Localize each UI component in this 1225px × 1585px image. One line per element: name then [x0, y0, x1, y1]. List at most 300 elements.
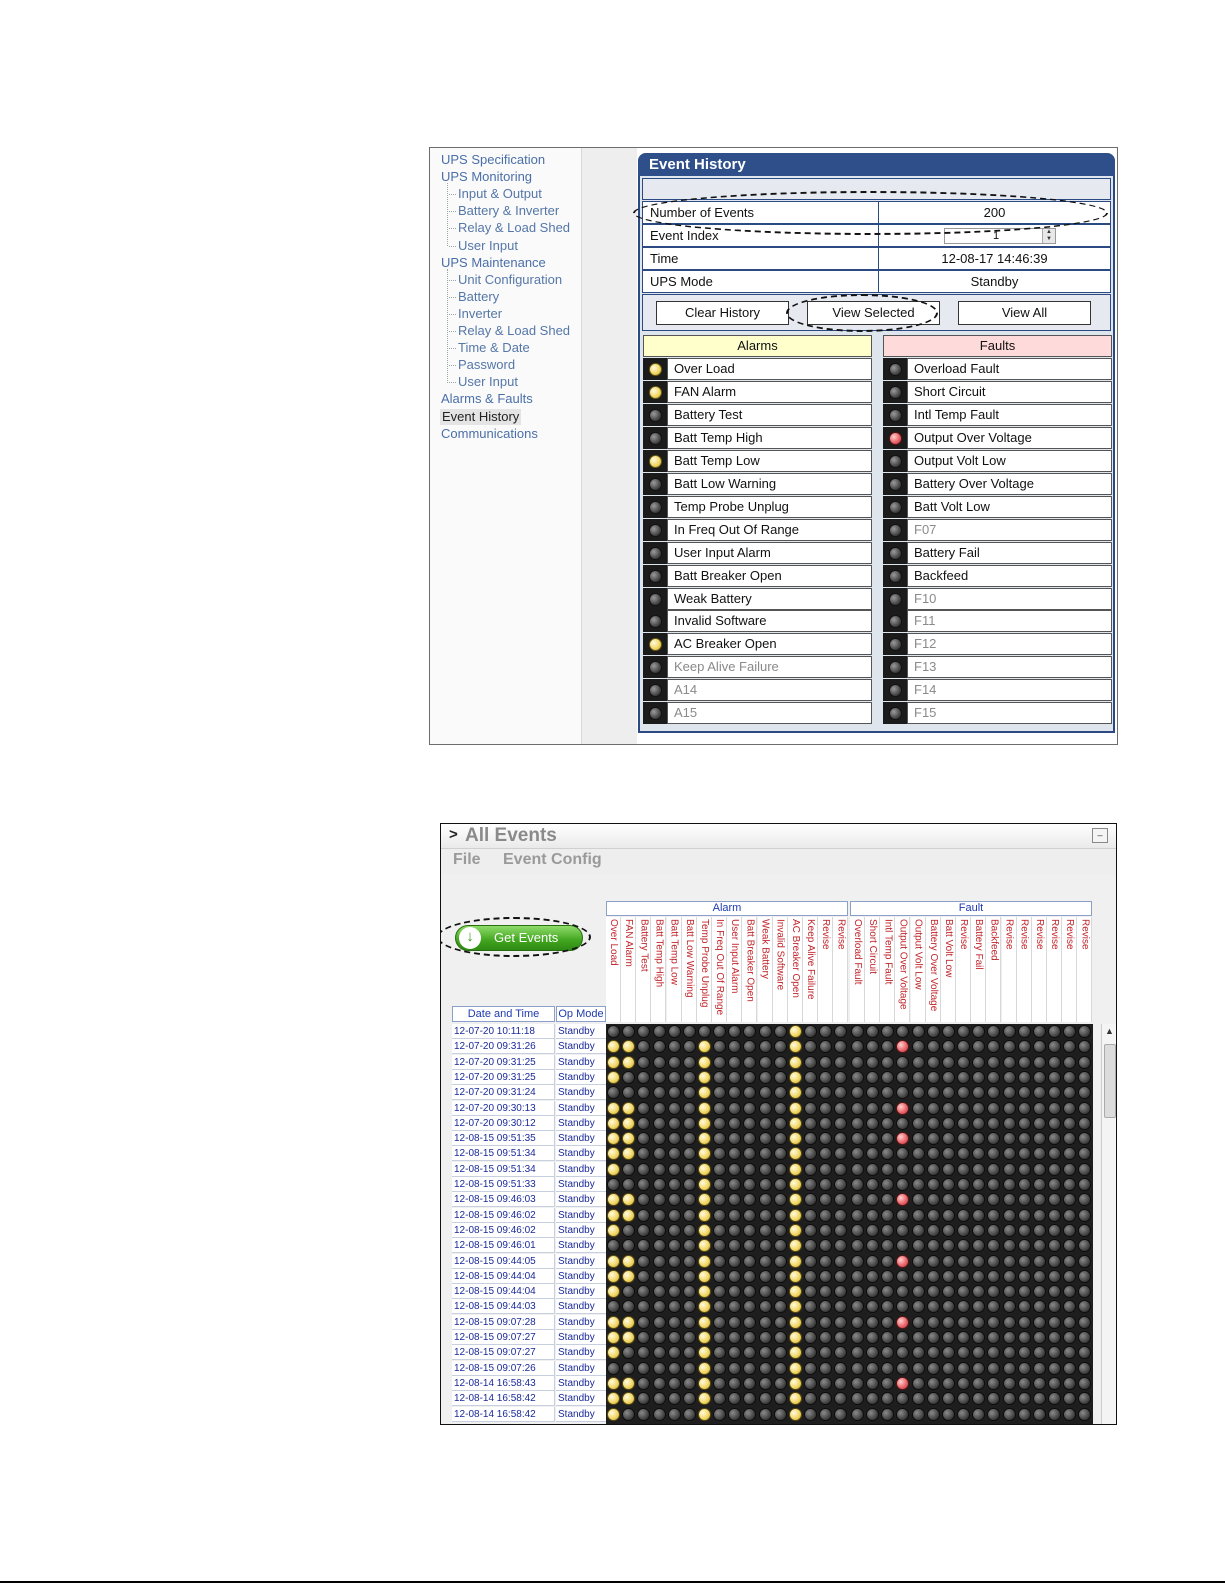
event-datetime: 12-08-15 09:44:05 — [452, 1254, 555, 1269]
event-op-mode: Standby — [556, 1177, 606, 1192]
led-cell — [883, 381, 907, 403]
column-header-alarm — [712, 917, 727, 1022]
status-led-icon — [889, 593, 902, 606]
table-row[interactable] — [452, 1055, 1092, 1070]
event-op-mode: Standby — [556, 1208, 606, 1223]
event-op-mode: Standby — [556, 1330, 606, 1345]
status-led-icon — [649, 593, 662, 606]
event-op-mode: Standby — [556, 1101, 606, 1116]
table-row[interactable] — [452, 1131, 1092, 1146]
column-header-label: Backfeed — [988, 919, 1000, 961]
column-header-label: Output Volt Low — [912, 919, 924, 990]
status-label: Batt Breaker Open — [667, 565, 872, 587]
sidebar-item-time-date[interactable]: Time & Date — [458, 340, 530, 356]
table-row[interactable] — [452, 1024, 1092, 1039]
led-cell — [883, 565, 907, 587]
status-row — [883, 358, 1112, 380]
fault-group-header: Fault — [850, 901, 1092, 916]
event-op-mode: Standby — [556, 1039, 606, 1054]
column-header-fault — [895, 917, 910, 1022]
window-titlebar — [441, 824, 1116, 849]
status-row — [883, 633, 1112, 655]
sidebar-item-event-history[interactable]: Event History — [442, 408, 520, 424]
sidebar-item-password[interactable]: Password — [458, 357, 516, 373]
status-label: Battery Fail — [907, 542, 1112, 564]
event-datetime: 12-08-14 16:58:43 — [452, 1376, 555, 1391]
menu-event-config[interactable]: Event Config — [503, 851, 602, 868]
status-row — [883, 542, 1112, 564]
table-row[interactable] — [452, 1039, 1092, 1054]
column-header-label: Revise — [958, 919, 969, 950]
column-header-alarm — [697, 917, 712, 1022]
column-header-alarm — [636, 917, 651, 1022]
number-of-events-value: 200 — [878, 202, 1110, 223]
sidebar-item-communications[interactable]: Communications — [441, 425, 538, 441]
status-label: Batt Volt Low — [907, 496, 1112, 518]
highlight-ellipse-get-events — [440, 917, 591, 957]
status-led-icon — [889, 501, 902, 514]
led-cell — [643, 496, 667, 518]
led-cell — [883, 656, 907, 678]
status-label: F14 — [907, 679, 1112, 701]
column-header-alarm — [606, 917, 621, 1022]
all-events-window — [440, 823, 1117, 1425]
status-row — [643, 633, 872, 655]
status-label: Battery Over Voltage — [907, 473, 1112, 495]
column-header-label: Batt Volt Low — [942, 919, 954, 978]
status-led-icon — [889, 386, 902, 399]
status-led-icon — [889, 684, 902, 697]
table-row[interactable] — [452, 1407, 1092, 1422]
led-cell — [643, 450, 667, 472]
column-header-label: Temp Probe Unplug — [698, 919, 710, 1008]
column-header-fault — [1077, 917, 1092, 1022]
status-led-icon — [649, 363, 662, 376]
status-label: Keep Alive Failure — [667, 656, 872, 678]
table-row[interactable] — [452, 1330, 1092, 1345]
page-bottom-rule — [0, 1581, 1225, 1583]
status-row — [883, 565, 1112, 587]
status-row — [883, 519, 1112, 541]
table-row[interactable] — [452, 1345, 1092, 1360]
status-led-icon — [649, 524, 662, 537]
sidebar-gutter — [582, 148, 637, 744]
column-header-fault — [956, 917, 971, 1022]
status-led-icon — [649, 432, 662, 445]
sidebar-item-user-input[interactable]: User Input — [458, 237, 518, 253]
column-header-fault — [1017, 917, 1032, 1022]
event-datetime: 12-07-20 09:31:24 — [452, 1085, 555, 1100]
column-header-alarm — [742, 917, 757, 1022]
led-cell — [883, 358, 907, 380]
table-row[interactable] — [452, 1208, 1092, 1223]
sidebar-item-ups-monitoring[interactable]: UPS Monitoring — [441, 169, 533, 185]
sidebar-item-ups-maintenance[interactable]: UPS Maintenance — [441, 254, 546, 270]
sidebar-item-alarms-faults[interactable]: Alarms & Faults — [441, 391, 533, 407]
column-header-label: Revise — [1049, 919, 1060, 950]
status-label: Temp Probe Unplug — [667, 496, 872, 518]
table-row[interactable] — [452, 1192, 1092, 1207]
column-header-alarm — [667, 917, 682, 1022]
event-op-mode: Standby — [556, 1238, 606, 1253]
spin-buttons-icon[interactable]: ▲ ▼ — [1042, 229, 1055, 243]
event-datetime: 12-08-15 09:51:34 — [452, 1146, 555, 1161]
event-datetime: 12-08-14 16:58:42 — [452, 1407, 555, 1422]
status-label: F07 — [907, 519, 1112, 541]
status-label: Overload Fault — [907, 358, 1112, 380]
table-row[interactable] — [452, 1254, 1092, 1269]
window-title: All Events — [465, 825, 557, 846]
event-op-mode: Standby — [556, 1407, 606, 1422]
status-led-icon — [889, 455, 902, 468]
event-op-mode: Standby — [556, 1192, 606, 1207]
column-header-fault — [1062, 917, 1077, 1022]
event-op-mode: Standby — [556, 1284, 606, 1299]
led-cell — [643, 404, 667, 426]
event-op-mode: Standby — [556, 1345, 606, 1360]
event-datetime: 12-07-20 09:30:13 — [452, 1101, 555, 1116]
table-row[interactable] — [452, 1269, 1092, 1284]
status-row — [643, 496, 872, 518]
event-datetime: 12-08-15 09:44:04 — [452, 1269, 555, 1284]
event-index-label: Event Index — [650, 228, 719, 243]
event-op-mode: Standby — [556, 1146, 606, 1161]
status-led-icon — [649, 455, 662, 468]
ups-mode-value: Standby — [878, 271, 1110, 292]
led-cell — [883, 473, 907, 495]
table-row[interactable] — [452, 1177, 1092, 1192]
event-datetime: 12-08-14 16:58:42 — [452, 1391, 555, 1406]
led-cell — [643, 656, 667, 678]
status-label: F10 — [907, 588, 1112, 610]
status-row — [643, 542, 872, 564]
column-header-label: Batt Breaker Open — [744, 919, 756, 1002]
event-op-mode: Standby — [556, 1299, 606, 1314]
status-row — [883, 427, 1112, 449]
led-cell — [883, 496, 907, 518]
event-index-value: 1 — [993, 230, 1000, 242]
ups-mode-row — [642, 270, 1111, 293]
clear-history-button[interactable]: Clear History — [656, 301, 789, 325]
event-op-mode: Standby — [556, 1116, 606, 1131]
number-of-events-label: Number of Events — [650, 205, 755, 220]
get-events-label: Get Events — [494, 930, 559, 945]
event-datetime: 12-08-15 09:07:27 — [452, 1330, 555, 1345]
status-row — [883, 404, 1112, 426]
time-label: Time — [650, 251, 679, 266]
event-datetime: 12-07-20 09:31:25 — [452, 1070, 555, 1085]
column-header-fault — [865, 917, 880, 1022]
status-label: Backfeed — [907, 565, 1112, 587]
status-row — [643, 450, 872, 472]
scrollbar-thumb[interactable] — [1104, 1044, 1116, 1118]
event-op-mode: Standby — [556, 1376, 606, 1391]
status-row — [883, 702, 1112, 724]
event-datetime: 12-08-15 09:51:33 — [452, 1177, 555, 1192]
column-header-fault — [986, 917, 1001, 1022]
sidebar-item-relay-load-shed[interactable]: Relay & Load Shed — [458, 220, 571, 236]
column-header-fault — [971, 917, 986, 1022]
column-header-label: Intl Temp Fault — [882, 919, 894, 985]
status-label: Batt Low Warning — [667, 473, 872, 495]
highlight-ellipse-view-selected — [786, 294, 938, 332]
status-led-icon — [889, 707, 902, 720]
led-cell — [643, 633, 667, 655]
table-row[interactable] — [452, 1146, 1092, 1161]
view-selected-button[interactable]: View Selected — [807, 301, 940, 325]
ups-mode-label: UPS Mode — [650, 274, 713, 289]
column-header-label: Battery Over Voltage — [927, 919, 939, 1012]
status-label: User Input Alarm — [667, 542, 872, 564]
table-row[interactable] — [452, 1376, 1092, 1391]
event-datetime: 12-08-15 09:46:03 — [452, 1192, 555, 1207]
status-label: Battery Test — [667, 404, 872, 426]
sidebar-item-relay-load-shed[interactable]: Relay & Load Shed — [458, 323, 571, 338]
column-header-label: Short Circuit — [867, 919, 879, 975]
status-led-icon — [649, 501, 662, 514]
led-cell — [643, 702, 667, 724]
status-row — [643, 427, 872, 449]
status-row — [643, 519, 872, 541]
column-header-label: Batt Temp Low — [668, 919, 680, 985]
column-header-label: Revise — [1064, 919, 1076, 950]
status-label: F13 — [907, 656, 1112, 678]
event-datetime: 12-08-15 09:46:01 — [452, 1238, 555, 1253]
event-datetime: 12-07-20 09:30:12 — [452, 1116, 555, 1131]
led-cell — [643, 542, 667, 564]
column-header-label: AC Breaker Open — [789, 919, 801, 998]
sidebar-nav — [430, 148, 582, 744]
table-row[interactable] — [452, 1070, 1092, 1085]
table-row[interactable] — [452, 1361, 1092, 1376]
event-op-mode: Standby — [556, 1070, 606, 1085]
status-row — [883, 450, 1112, 472]
status-led-icon — [889, 570, 902, 583]
column-header-label: Revise — [1033, 919, 1045, 950]
status-led-icon — [649, 707, 662, 720]
column-header-label: Keep Alive Failure — [805, 919, 816, 1000]
event-op-mode: Standby — [556, 1391, 606, 1406]
column-header-label: In Freq Out Of Range — [714, 919, 726, 1016]
column-header-fault — [1002, 917, 1017, 1022]
led-cell — [883, 404, 907, 426]
column-header-label: Revise — [835, 919, 847, 950]
tree-connector — [447, 269, 448, 384]
status-led-icon — [649, 409, 662, 422]
column-header-fault — [880, 917, 895, 1022]
faults-header: Faults — [883, 335, 1112, 357]
chevron-right-icon[interactable]: > — [449, 826, 458, 843]
event-datetime: 12-08-15 09:07:28 — [452, 1315, 555, 1330]
column-header-alarm — [682, 917, 697, 1022]
column-header-alarm — [758, 917, 773, 1022]
date-time-header: Date and Time — [452, 1006, 555, 1022]
table-row[interactable] — [452, 1116, 1092, 1131]
status-led-icon — [889, 547, 902, 560]
column-header-label: Revise — [1079, 919, 1091, 950]
column-header-label: FAN Alarm — [623, 919, 635, 967]
minimize-icon[interactable]: – — [1092, 828, 1108, 843]
column-header-label: Batt Temp High — [653, 919, 665, 988]
event-op-mode: Standby — [556, 1024, 606, 1039]
column-header-label: User Input Alarm — [729, 919, 741, 994]
table-row[interactable] — [452, 1085, 1092, 1100]
column-header-fault — [1032, 917, 1047, 1022]
column-header-fault — [926, 917, 941, 1022]
status-label: Weak Battery — [667, 588, 872, 610]
status-led-icon — [649, 547, 662, 560]
status-label: AC Breaker Open — [667, 633, 872, 655]
column-header-label: Overload Fault — [852, 919, 863, 985]
event-history-screenshot — [429, 147, 1118, 745]
status-row — [883, 610, 1112, 632]
panel-title: Event History — [638, 153, 1115, 176]
status-row — [883, 679, 1112, 701]
status-row — [883, 496, 1112, 518]
led-cell — [643, 610, 667, 632]
column-header-label: Revise — [1003, 919, 1015, 950]
status-row — [643, 702, 872, 724]
event-datetime: 12-08-15 09:51:34 — [452, 1162, 555, 1177]
status-row — [643, 610, 872, 632]
column-header-fault — [911, 917, 926, 1022]
column-header-label: Batt Low Warning — [683, 919, 695, 998]
event-datetime: 12-08-15 09:46:02 — [452, 1223, 555, 1238]
status-led-icon — [889, 478, 902, 491]
event-op-mode: Standby — [556, 1085, 606, 1100]
sidebar-item-battery-inverter[interactable]: Battery & Inverter — [458, 203, 560, 219]
status-label: Intl Temp Fault — [907, 404, 1112, 426]
status-label: In Freq Out Of Range — [667, 519, 872, 541]
menu-file[interactable]: File — [453, 851, 481, 868]
column-header-fault — [941, 917, 956, 1022]
status-led-icon — [889, 363, 902, 376]
column-header-alarm — [651, 917, 666, 1022]
status-row — [643, 404, 872, 426]
status-led-icon — [889, 615, 902, 628]
status-row — [883, 473, 1112, 495]
column-header-label: Revise — [1018, 919, 1030, 950]
table-row[interactable] — [452, 1284, 1092, 1299]
column-header-label: Invalid Software — [774, 919, 786, 991]
view-all-button[interactable]: View All — [958, 301, 1091, 325]
vertical-scrollbar[interactable] — [1101, 1024, 1117, 1424]
sidebar-item-user-input[interactable]: User Input — [458, 374, 518, 390]
led-cell — [643, 565, 667, 587]
status-led-icon — [649, 386, 662, 399]
op-mode-header: Op Mode — [556, 1006, 606, 1022]
status-row — [643, 358, 872, 380]
status-label: Batt Temp High — [667, 427, 872, 449]
table-row[interactable] — [452, 1315, 1092, 1330]
event-op-mode: Standby — [556, 1269, 606, 1284]
status-led-icon — [649, 570, 662, 583]
table-row[interactable] — [452, 1101, 1092, 1116]
status-label: F12 — [907, 633, 1112, 655]
column-header-alarm — [833, 917, 848, 1022]
column-header-alarm — [803, 917, 818, 1022]
column-header-alarm — [818, 917, 833, 1022]
status-label: Over Load — [667, 358, 872, 380]
sidebar-item-battery[interactable]: Battery — [458, 288, 500, 304]
status-led-icon — [649, 638, 662, 651]
event-datetime: 12-07-20 10:11:18 — [452, 1024, 555, 1039]
status-led-icon — [649, 478, 662, 491]
status-row — [643, 381, 872, 403]
status-led-icon — [889, 661, 902, 674]
event-op-mode: Standby — [556, 1223, 606, 1238]
status-led-icon — [649, 615, 662, 628]
sidebar-item-input-output[interactable]: Input & Output — [458, 186, 542, 202]
event-datetime: 12-08-15 09:46:02 — [452, 1208, 555, 1223]
column-header-alarm — [621, 917, 636, 1022]
status-label: A15 — [667, 702, 872, 724]
event-op-mode: Standby — [556, 1055, 606, 1070]
led-cell — [883, 450, 907, 472]
column-header-alarm — [773, 917, 788, 1022]
column-header-label: Revise — [820, 919, 832, 950]
event-table — [452, 1024, 1092, 1424]
led-cell — [643, 519, 667, 541]
led-cell — [883, 519, 907, 541]
table-row[interactable] — [452, 1299, 1092, 1314]
led-cell — [643, 358, 667, 380]
menu-bar — [441, 849, 1116, 874]
led-cell — [643, 679, 667, 701]
event-history-panel — [638, 153, 1115, 733]
column-header-fault — [850, 917, 865, 1022]
status-led-icon — [889, 432, 902, 445]
table-row[interactable] — [452, 1391, 1092, 1406]
column-header-fault — [1047, 917, 1062, 1022]
led-cell — [883, 588, 907, 610]
status-label: Output Over Voltage — [907, 427, 1112, 449]
sidebar-item-ups-specification[interactable]: UPS Specification — [441, 152, 546, 167]
event-datetime: 12-08-15 09:07:27 — [452, 1345, 555, 1360]
event-datetime: 12-07-20 09:31:26 — [452, 1039, 555, 1054]
sidebar-item-inverter[interactable]: Inverter — [458, 305, 503, 321]
scroll-up-icon[interactable]: ▲ — [1105, 1026, 1114, 1036]
status-row — [643, 656, 872, 678]
highlight-ellipse-number-of-events — [633, 191, 1108, 235]
status-row — [643, 473, 872, 495]
table-row[interactable] — [452, 1162, 1092, 1177]
event-op-mode: Standby — [556, 1315, 606, 1330]
time-value: 12-08-17 14:46:39 — [878, 248, 1110, 269]
status-row — [643, 588, 872, 610]
status-label: F11 — [907, 610, 1112, 632]
column-header-label: Battery Fail — [973, 919, 985, 970]
status-label: Output Volt Low — [907, 450, 1112, 472]
led-cell — [643, 473, 667, 495]
led-cell — [883, 633, 907, 655]
status-label: Batt Temp Low — [667, 450, 872, 472]
download-arrow-icon: ↓ — [459, 927, 481, 949]
status-led-icon — [649, 684, 662, 697]
column-header-label: Battery Test — [638, 919, 650, 972]
column-header-label: Output Over Voltage — [897, 919, 909, 1010]
column-header-alarm — [788, 917, 803, 1022]
sidebar-item-unit-configuration[interactable]: Unit Configuration — [458, 271, 563, 287]
table-row[interactable] — [452, 1223, 1092, 1238]
tree-connector — [447, 183, 448, 246]
table-row[interactable] — [452, 1238, 1092, 1253]
status-label: Short Circuit — [907, 381, 1112, 403]
event-datetime: 12-08-15 09:44:03 — [452, 1299, 555, 1314]
status-row — [643, 679, 872, 701]
led-cell — [643, 588, 667, 610]
status-label: FAN Alarm — [667, 381, 872, 403]
